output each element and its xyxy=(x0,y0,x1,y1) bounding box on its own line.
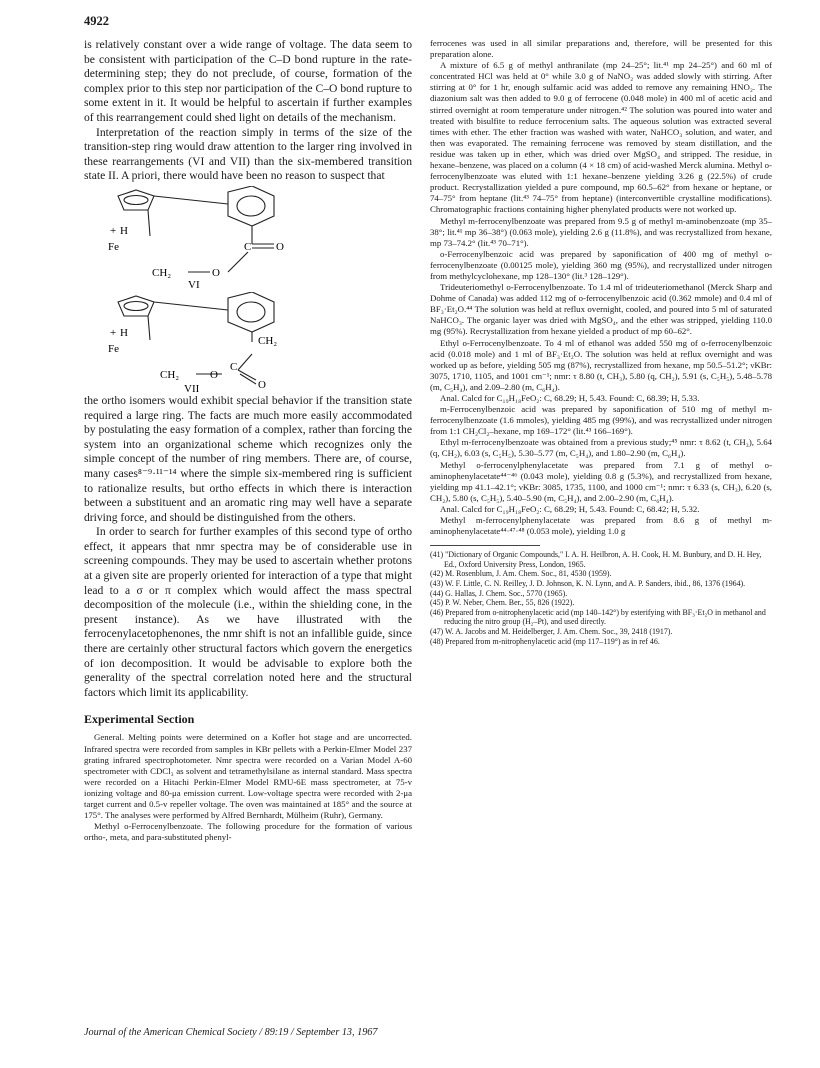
journal-footer: Journal of the American Chemical Society / 89:19 / September 13, 1967 xyxy=(84,1027,378,1038)
body-paragraph: m-Ferrocenylbenzoic acid was prepared by saponification of 510 mg of methyl m-ferrocenylbenzoate (1.6 mmoles), yielding 485 mg (99%), and was recrystallized under nitrogen from 1:1 CH₂Cl₂–hexane, mp 169–172° (lit.⁴³ 166–169°). xyxy=(430,404,772,437)
body-paragraph: A mixture of 6.5 g of methyl anthranilate (mp 24–25°; lit.⁴¹ mp 24–25°) and 60 ml of concentrated HCl was held at 0° while 3.0 g of NaNO₂ was added slowly with stirring. After stirring at 0° for 1 hr, enough sulfamic acid was added to remove any remaining HNO₂. The diazonium salt was then added to 9.0 g of ferrocene (0.048 mole) in 400 ml of acetic acid and stirred overnight at room temperature under nitrogen.⁴² The solution was poured into water and treated with bisulfite to reduce ferrocenium salts. The aqueous solution was extracted several times with ether. The ether fraction was washed with water, NaHCO₃ solution, and water, and then was evaporated. The remaining ferrocene was removed by steam distillation, and the residue was taken up in ether, which was dried over MgSO₄ and stripped. The residue, in hexane–benzene, was placed on a column (4 × 18 cm) of acid-washed Merck alumina. Methyl o-ferrocenylbenzoate was eluted with 1:1 hexane–benzene yielding 3.26 g (22.5%) of crude product. Recrystallization yielded a pure compound, mp 60.5–62° from hexane or heptane, or 74–75° from heptane (lit.⁴³ 74–75° from heptane) (interconvertible crystalline modifications). Chromatographic fractions containing higher phenylated products were not worked up. xyxy=(430,60,772,215)
struct-label: CH₂ xyxy=(258,334,278,347)
footnote: (46) Prepared from o-nitrophenylacetic acid (mp 140–142°) by esterifying with BF₃·Et₂O in methanol and reducing the nitro group (H₂–Pt), and used directly. xyxy=(430,607,766,627)
right-column xyxy=(430,38,772,646)
struct-label: O xyxy=(210,368,218,381)
section-heading: Experimental Section xyxy=(84,712,195,727)
footnote: (45) P. W. Neber, Chem. Ber., 55, 826 (1922). xyxy=(430,598,575,608)
body-paragraph: the ortho isomers would exhibit special behavior if the transition state required a large ring. The facts are much more easily accommodated by postulating the easy formation of a complex, rather than forcing the system into an organizational scheme which recognizes only the simple concept of the number of ring members. There are, of course, many cases⁸⁻⁹·¹¹⁻¹⁴ where the simple six-membered ring is sufficient to rationalize results, but ortho effects in which there is interaction between a substituent and an aromatic ring may well have a separate driving force, and should be distinguished from the others. xyxy=(84,393,412,524)
structure-vi xyxy=(88,186,388,290)
footnote: (41) "Dictionary of Organic Compounds," I. A. H. Heilbron, A. H. Cook, H. M. Bunbury, and D. H. Hey, Ed., Oxford University Press, London, 1965. xyxy=(430,550,762,569)
body-paragraph: Ethyl m-ferrocenylbenzoate was obtained from a previous study;⁴⁵ nmr: τ 8.62 (t, CH₃), 5.64 (q, CH₂), 6.03 (s, C₅H₅), 5.30–5.77 (m, C₅H₄), and 1.80–2.90 (m, C₆H₄). xyxy=(430,437,772,459)
struct-label: O xyxy=(276,240,284,253)
left-column xyxy=(84,38,412,843)
struct-label: H xyxy=(120,224,128,237)
struct-label: CH₂ xyxy=(152,266,172,279)
body-paragraph: is relatively constant over a wide range of voltage. The data seem to be consistent with participation of the C–D bond rupture in the rate-determining step; they do not preclude, of course, formation of the complex prior to this step nor participation of the C–O bond rupture to some extent in it. It would be helpful to ascertain if further examples of this rearrangement could shed light on details of the mechanism. xyxy=(84,38,412,124)
analysis-line: Anal. Calcd for C₁₉H₁₈FeO₂: C, 68.29; H, 5.43. Found: C, 68.39; H, 5.33. xyxy=(440,393,700,403)
body-paragraph: Methyl m-ferrocenylphenylacetate was prepared from 8.6 g of methyl m-aminophenylacetate⁴⁴·⁴⁷·⁴⁸ (0.053 mole), yielding 1.0 g xyxy=(430,515,772,537)
page-number: 4922 xyxy=(84,14,109,28)
cyclopentadienyl-ring xyxy=(118,190,154,210)
struct-label: H xyxy=(120,326,128,339)
experimental-paragraph: General. Melting points were determined on a Kofler hot stage and are uncorrected. Infrared spectra were recorded from samples in KBr pellets with a Perkin-Elmer Model 237 grating infrared spectrophotometer. Nmr spectra were recorded on a Varian Model A-60 spectrometer with CDCl₃ as solvent and tetramethylsilane as internal standard. Mass spectra were recorded on a Hitachi Perkin-Elmer Model RMU-6E mass spectrometer, at 75-v ionizing voltage and 80-μa emission current. Low-voltage spectra were recorded with 2-μa target current and 0.5-v repeller voltage. The oven was maintained at 185° and the source at 175°. The analyses were performed by Alfred Bernhardt, Mülheim (Ruhr), Germany. xyxy=(84,732,412,821)
struct-label: C xyxy=(244,240,252,253)
struct-label: Fe xyxy=(108,240,119,253)
experimental-paragraph: Methyl o-Ferrocenylbenzoate. The following procedure for the formation of various ortho-, meta, and para-substituted phenyl- xyxy=(84,821,412,843)
footnote: (48) Prepared from m-nitrophenylacetic acid (mp 117–119°) as in ref 46. xyxy=(430,636,660,646)
body-paragraph: Trideuteriomethyl o-Ferrocenylbenzoate. To 1.4 ml of trideuteriomethanol (Merck Sharp and Dohme of Canada) was added 112 mg of o-ferrocenylbenzoic acid (0.362 mmole) and 0.4 ml of BF₃·Et₂O.⁴⁴ The solution was held at reflux overnight, cooled, and poured into 5 ml of saturated NaHCO₃. The organic layer was dried with MgSO₄, and the ether was stripped, yielding 110.0 mg (95%). Recrystallization from hexane yielded a product of mp 60–62°. xyxy=(430,282,772,337)
footnotes xyxy=(430,550,772,646)
struct-label: CH₂ xyxy=(160,368,180,381)
struct-label: O xyxy=(212,266,220,279)
body-paragraph: Interpretation of the reaction simply in terms of the size of the transition-step ring would draw attention to the larger ring involved in these rearrangements (VI and VII) than the six-membered transition state II. A priori, there would have been no reason to suspect that xyxy=(84,125,412,183)
body-paragraph: In order to search for further examples of this second type of ortho effect, it appears that nmr spectra may be of considerable use in screening compounds. They may be used to ascertain whether protons at a given site are properly oriented for interaction of a type that might lead to a σ or π complex which would affect the mass spectral decomposition of the molecule (i.e., within the shielding cone, in the present instance). As we have illustrated with the ferrocenylacetophenones, the nmr shift is not an infallible guide, since there are certainly other structural factors which govern the energetics of ion decomposition. It would be advisable to explore both the generality of the spectral correlation noted here and the structural factors which limit its applicability. xyxy=(84,525,412,699)
body-paragraph: Ethyl o-Ferrocenylbenzoate. To 4 ml of ethanol was added 550 mg of o-ferrocenylbenzoic acid (0.018 mole) and 1 ml of BF₃·Et₂O. The solution was held at reflux overnight and was worked up as before, yielding 505 mg (87%), recrystallized from hexane, mp 50.5–51.2°; νKBr: 3075, 1710, 1105, and 1001 cm⁻¹; nmr: τ 8.80 (t, CH₃), 5.80 (q, CH₂), 5.91 (s, C₅H₅), 5.48–5.78 (m, C₅H₄), and 2.09–2.80 (m, C₆H₄). xyxy=(430,337,772,392)
struct-label: Fe xyxy=(108,342,119,355)
footnote: (42) M. Rosenblum, J. Am. Chem. Soc., 81, 4530 (1959). xyxy=(430,569,612,579)
compound-label-vi: VI xyxy=(188,278,200,290)
footnote: (47) W. A. Jacobs and M. Heidelberger, J. Am. Chem. Soc., 39, 2418 (1917). xyxy=(430,626,673,636)
analysis-line: Anal. Calcd for C₁₉H₁₈FeO₂: C, 68.29; H, 5.43. Found: C, 68.42; H, 5.32. xyxy=(440,503,700,514)
benzene-ring xyxy=(228,292,274,332)
compound-label-vii: VII xyxy=(184,382,200,394)
benzene-ring xyxy=(228,186,274,226)
body-paragraph: Methyl m-ferrocenylbenzoate was prepared from 9.5 g of methyl m-aminobenzoate (mp 35–38°; lit.⁴¹ mp 36–38°) (0.063 mole), yielding 2.6 g (11.8%), and was recrystallized from hexane, mp 73–74.2° (lit.⁴³ 70–71°). xyxy=(430,215,772,248)
struct-label: C xyxy=(230,360,238,373)
footnote: (43) W. F. Little, C. N. Reilley, J. D. Johnson, K. N. Lynn, and A. P. Sanders, ibid., 86, 1376 (1964). xyxy=(430,579,746,588)
body-paragraph: Methyl o-ferrocenylphenylacetate was prepared from 7.1 g of methyl o-aminophenylacetate⁴⁴⁻⁴⁶ (0.043 mole), yielding 0.8 g (5.3%), and recrystallized from hexane, yielding mp 41.1–42.1°; νKBr: 3085, 1735, 1100, and 1000 cm⁻¹; nmr: τ 6.33 (s, CH₃), 6.20 (s, CH₂), 5.80 (s, C₅H₅), 5.40–5.90 (m, C₅H₄), and 2.00–2.90 (m, C₆H₄). xyxy=(430,459,772,503)
structure-vii xyxy=(88,292,388,394)
struct-label: O xyxy=(258,378,266,391)
footnote-divider xyxy=(430,545,540,546)
cyclopentadienyl-ring xyxy=(118,296,154,316)
struct-label: + xyxy=(110,224,117,237)
struct-label: + xyxy=(110,326,117,339)
body-paragraph: o-Ferrocenylbenzoic acid was prepared by saponification of 400 mg of methyl o-ferrocenylbenzoate (0.00125 mole), yielding 360 mg (95%), and recrystallized under nitrogen from methylcyclohexane, mp 128–130° (lit.³ 128–129°). xyxy=(430,248,772,281)
footnote: (44) G. Hallas, J. Chem. Soc., 5770 (1965). xyxy=(430,588,568,598)
body-paragraph: ferrocenes was used in all similar preparations and, therefore, will be presented for this preparation alone. xyxy=(430,38,772,60)
